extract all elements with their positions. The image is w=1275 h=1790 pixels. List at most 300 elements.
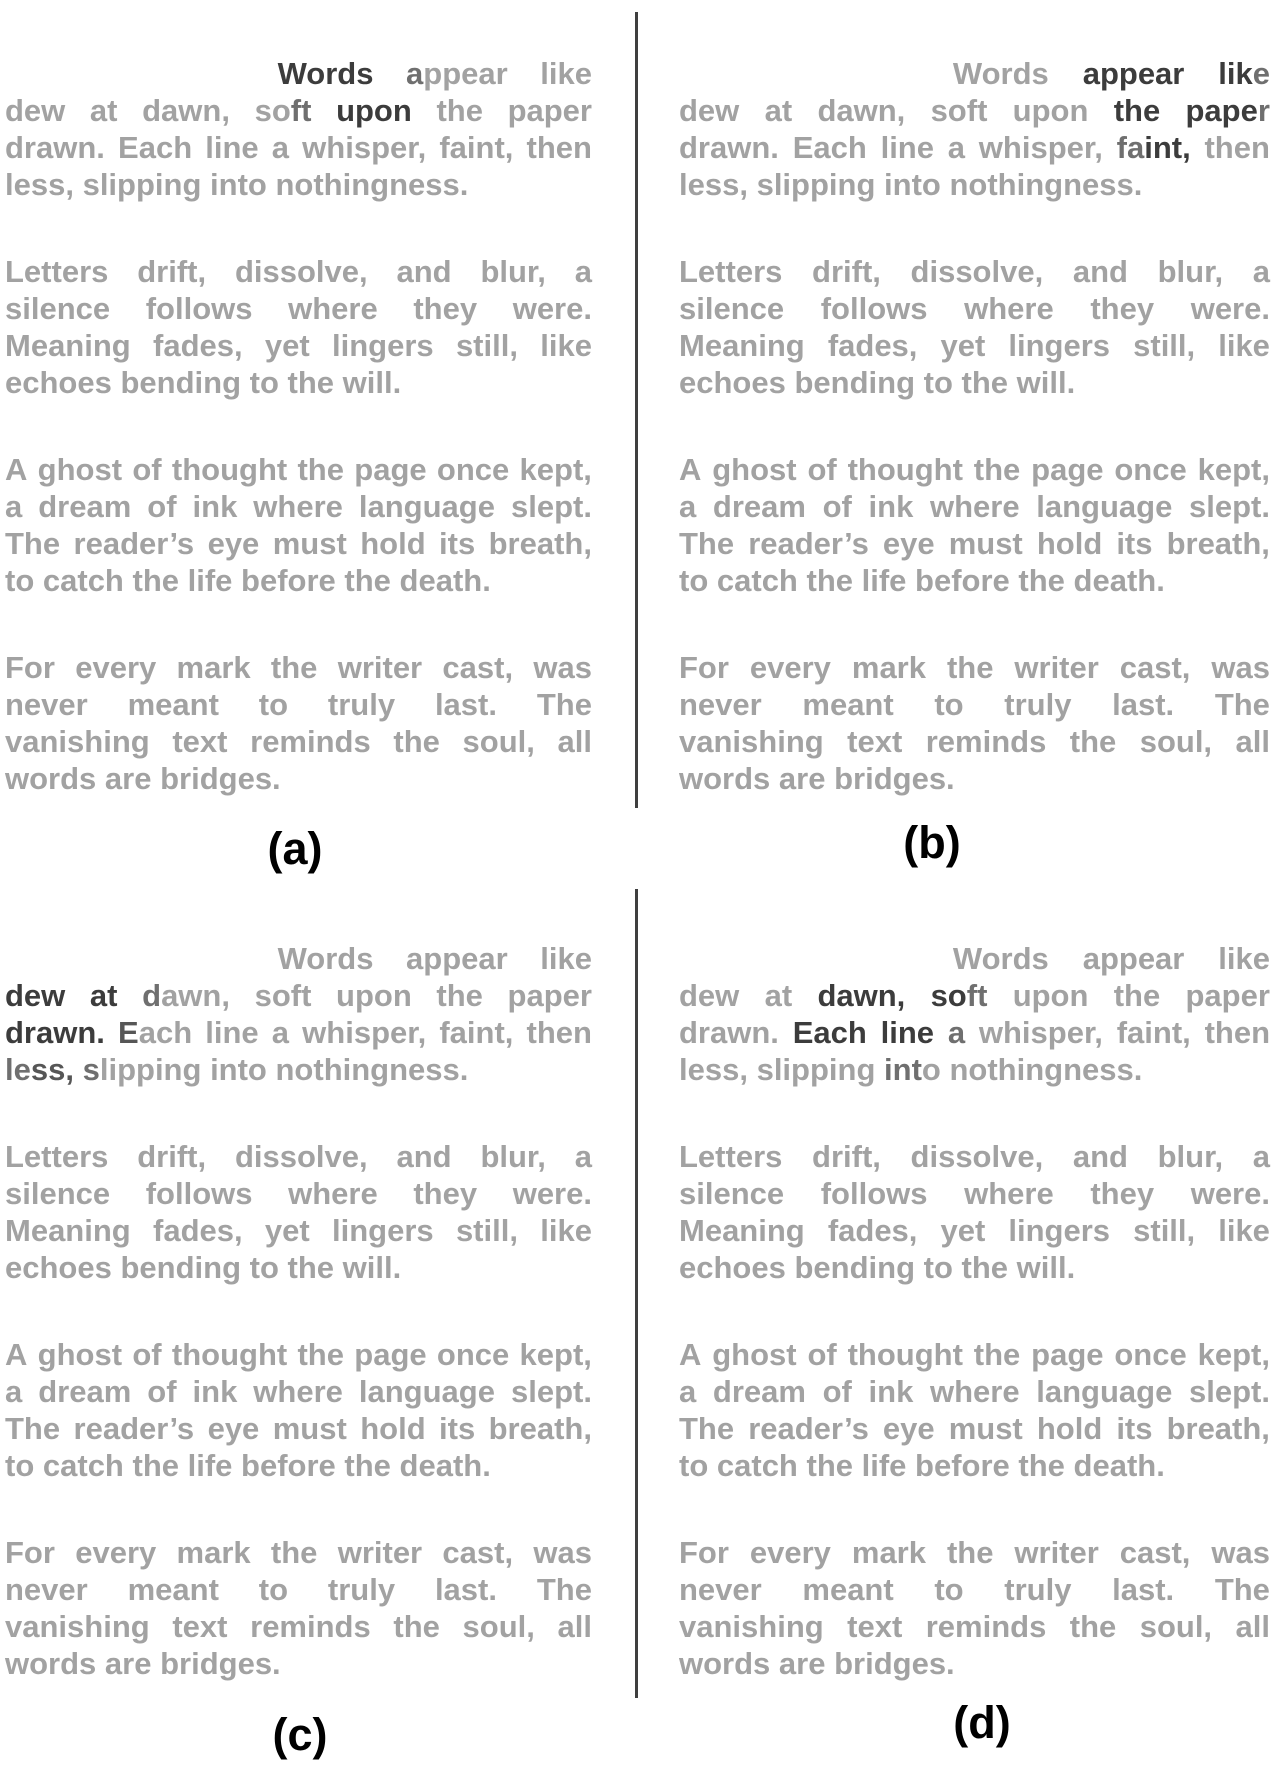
- text-segment: once: [436, 452, 510, 487]
- text-word: [1185, 92, 1269, 129]
- text-segment: language: [358, 1374, 495, 1409]
- text-segment: will.: [1016, 365, 1076, 400]
- text-word: [489, 525, 592, 562]
- text-segment: of: [147, 489, 177, 524]
- text-segment: fa: [1116, 130, 1145, 165]
- text-segment: the: [344, 1448, 391, 1483]
- text-word: [338, 649, 422, 686]
- text-segment: thought: [171, 1337, 288, 1372]
- text-segment: The: [536, 1572, 592, 1607]
- text-word: [439, 1014, 513, 1051]
- text-segment: Letters: [679, 1139, 783, 1174]
- text-word: [679, 365, 786, 400]
- text-segment: will.: [1016, 1250, 1076, 1285]
- text-segment: For: [5, 650, 55, 685]
- text-segment: upon: [1012, 978, 1089, 1013]
- text-word: [5, 253, 108, 290]
- text-word: [1004, 686, 1071, 723]
- text-segment: Letters: [5, 254, 109, 289]
- text-line: [5, 1608, 592, 1645]
- text-segment: where: [964, 1176, 1054, 1211]
- text-segment: then: [1204, 130, 1270, 165]
- text-word: [413, 290, 477, 327]
- text-segment: the: [393, 1609, 440, 1644]
- text-word: [442, 649, 513, 686]
- text-word: [817, 977, 905, 1014]
- text-segment: ghost: [37, 452, 123, 487]
- text-segment: Meaning: [679, 1213, 805, 1248]
- text-segment: echoes: [5, 365, 112, 400]
- text-word: [924, 365, 953, 400]
- text-segment: like: [540, 328, 592, 363]
- text-word: [241, 563, 336, 598]
- text-segment: are: [778, 1646, 826, 1681]
- text-word: [748, 525, 869, 562]
- text-segment: drawn.: [5, 130, 105, 165]
- text-segment: Words: [277, 56, 374, 91]
- text-word: [883, 1410, 935, 1447]
- text-word: [5, 488, 22, 525]
- text-segment: bending: [120, 365, 242, 400]
- text-word: [934, 1571, 963, 1608]
- text-segment: reminds: [925, 1609, 1047, 1644]
- text-line: [679, 760, 1270, 797]
- stanza: [5, 1336, 592, 1484]
- text-segment: the: [436, 978, 483, 1013]
- text-line: [5, 1447, 592, 1484]
- text-word: [679, 1410, 734, 1447]
- text-segment: fades,: [827, 328, 918, 363]
- text-segment: dawn,: [142, 93, 230, 128]
- text-word: [1189, 488, 1270, 525]
- text-word: [5, 1448, 34, 1483]
- text-segment: drawn.: [679, 1015, 779, 1050]
- text-word: [288, 290, 378, 327]
- text-segment: silence: [5, 1176, 111, 1211]
- text-word: [193, 488, 238, 525]
- text-line: [679, 129, 1270, 166]
- panel-label-c: (c): [272, 1709, 328, 1760]
- text-segment: lingers: [1008, 328, 1111, 363]
- text-word: [5, 129, 105, 166]
- text-word: [1218, 940, 1270, 977]
- stanza: [5, 1138, 592, 1286]
- text-segment: are: [778, 761, 826, 796]
- text-word: [881, 129, 934, 166]
- text-segment: a: [574, 1139, 592, 1174]
- text-segment: a: [5, 1374, 23, 1409]
- text-line: [679, 1608, 1270, 1645]
- text-word: [5, 723, 150, 760]
- text-segment: cast,: [442, 1535, 514, 1570]
- text-segment: reader’s: [73, 526, 195, 561]
- text-word: [533, 1534, 592, 1571]
- text-word: [118, 129, 192, 166]
- text-segment: line: [205, 130, 259, 165]
- text-segment: to: [5, 563, 35, 598]
- text-segment: paper: [507, 978, 592, 1013]
- text-word: [132, 1336, 161, 1373]
- text-segment: like: [540, 1213, 592, 1248]
- text-word: [1074, 1448, 1165, 1483]
- text-segment: fades,: [153, 328, 243, 363]
- text-segment: a: [5, 489, 23, 524]
- text-segment: appear: [1082, 941, 1185, 976]
- text-segment: into: [210, 1052, 267, 1087]
- text-line: [679, 1014, 1270, 1051]
- text-line: [5, 1645, 592, 1682]
- text-segment: every: [75, 650, 157, 685]
- text-segment: the: [973, 452, 1021, 487]
- text-word: [884, 1052, 941, 1087]
- panel-b: [679, 55, 1270, 797]
- text-segment: For: [679, 650, 729, 685]
- text-word: [1167, 525, 1270, 562]
- text-segment: blur,: [1157, 1139, 1224, 1174]
- text-line: [5, 1014, 592, 1051]
- text-word: [750, 1534, 831, 1571]
- text-segment: appear: [406, 941, 508, 976]
- text-line: [5, 562, 592, 599]
- text-word: [1037, 525, 1102, 562]
- text-word: [884, 167, 941, 202]
- text-word: [90, 977, 118, 1014]
- text-word: [128, 686, 219, 723]
- text-word: [1004, 1571, 1071, 1608]
- text-segment: nothingness.: [275, 167, 469, 202]
- text-segment: silence: [679, 291, 785, 326]
- text-segment: text: [847, 724, 903, 759]
- text-word: [979, 1014, 1103, 1051]
- stanza: [5, 451, 592, 599]
- text-segment: thought: [847, 1337, 963, 1372]
- text-segment: into: [884, 167, 941, 202]
- text-word: [1120, 649, 1191, 686]
- text-word: [1017, 365, 1076, 400]
- text-segment: fades,: [153, 1213, 243, 1248]
- text-word: [1117, 129, 1191, 166]
- text-segment: and: [1072, 254, 1128, 289]
- text-word: [172, 1608, 227, 1645]
- text-word: [948, 129, 965, 166]
- indent-spacer: [5, 940, 245, 941]
- text-segment: faint,: [1116, 1015, 1191, 1050]
- text-segment: before: [915, 563, 1010, 598]
- text-segment: slipping: [756, 1052, 876, 1087]
- text-segment: life: [861, 563, 907, 598]
- text-word: [288, 365, 335, 400]
- text-word: [941, 327, 986, 364]
- text-word: [75, 1534, 156, 1571]
- text-segment: text: [172, 1609, 228, 1644]
- text-word: [948, 1014, 965, 1051]
- text-word: [679, 92, 739, 129]
- text-word: [142, 92, 230, 129]
- text-segment: faint,: [439, 1015, 514, 1050]
- text-segment: like: [1218, 941, 1270, 976]
- text-word: [926, 723, 1047, 760]
- text-segment: follows: [145, 1176, 253, 1211]
- text-word: [883, 525, 935, 562]
- text-word: [360, 525, 425, 562]
- text-word: [1036, 488, 1172, 525]
- text-word: [250, 365, 279, 400]
- panel-label-d: (d): [953, 1697, 1011, 1748]
- text-segment: once: [1114, 452, 1187, 487]
- text-segment: cast,: [1119, 1535, 1191, 1570]
- text-word: [748, 1410, 869, 1447]
- text-segment: dawn,: [817, 978, 906, 1013]
- text-segment: paper: [507, 93, 592, 128]
- text-segment: the: [961, 365, 1009, 400]
- text-word: [679, 1336, 701, 1373]
- text-word: [5, 1138, 108, 1175]
- text-word: [974, 451, 1021, 488]
- stanza: [5, 649, 592, 797]
- text-segment: lingers: [332, 1213, 434, 1248]
- text-word: [812, 253, 881, 290]
- text-word: [188, 1448, 233, 1483]
- text-segment: soul,: [1139, 724, 1213, 759]
- text-word: [852, 649, 926, 686]
- text-word: [259, 1571, 288, 1608]
- text-word: [1211, 1534, 1270, 1571]
- text-word: [1114, 92, 1161, 129]
- text-segment: the: [297, 1337, 344, 1372]
- text-segment: still,: [1133, 328, 1196, 363]
- text-word: [679, 1608, 824, 1645]
- text-segment: dawn,: [817, 93, 906, 128]
- text-word: [949, 1410, 1023, 1447]
- text-word: [241, 1448, 336, 1483]
- text-word: [38, 451, 122, 488]
- text-word: [1158, 253, 1223, 290]
- text-word: [915, 1448, 1010, 1483]
- text-segment: the: [961, 1250, 1009, 1285]
- stanza: [5, 940, 592, 1088]
- text-segment: yet: [940, 328, 986, 363]
- text-word: [1074, 563, 1165, 598]
- text-segment: last.: [1112, 1572, 1175, 1607]
- text-segment: writer: [337, 1535, 423, 1570]
- text-segment: truly: [327, 687, 396, 722]
- text-word: [1140, 723, 1212, 760]
- text-word: [297, 451, 344, 488]
- text-word: [520, 451, 592, 488]
- text-word: [205, 1014, 258, 1051]
- text-segment: page: [1031, 452, 1104, 487]
- panel-label-a: (a): [267, 823, 323, 874]
- text-line: [5, 649, 592, 686]
- text-segment: where: [964, 291, 1054, 326]
- text-segment: truly: [327, 1572, 396, 1607]
- text-word: [5, 1175, 110, 1212]
- vertical-divider-bottom: [635, 889, 638, 1698]
- text-segment: int: [884, 1052, 922, 1087]
- text-segment: d: [142, 978, 162, 1013]
- text-word: [947, 649, 994, 686]
- text-word: [869, 488, 914, 525]
- text-segment: mark: [176, 650, 251, 685]
- stanza: [679, 451, 1270, 599]
- text-word: [105, 761, 152, 796]
- text-word: [406, 55, 508, 92]
- text-segment: Words: [952, 56, 1049, 91]
- text-line: [679, 1051, 1270, 1088]
- text-word: [160, 761, 281, 796]
- text-segment: echoes: [679, 1250, 786, 1285]
- text-segment: s: [82, 1052, 100, 1087]
- text-word: [5, 1250, 112, 1285]
- text-segment: of: [822, 1374, 852, 1409]
- text-segment: the: [1069, 1609, 1117, 1644]
- text-word: [5, 327, 131, 364]
- text-word: [435, 686, 497, 723]
- text-segment: of: [807, 1337, 837, 1372]
- text-segment: life: [187, 1448, 233, 1483]
- text-segment: page: [354, 452, 427, 487]
- text-word: [210, 1052, 267, 1087]
- text-word: [1218, 55, 1270, 92]
- text-segment: Words: [277, 941, 374, 976]
- text-segment: to: [679, 1448, 709, 1483]
- text-segment: the: [270, 650, 318, 685]
- text-line: [679, 686, 1270, 723]
- text-word: [5, 977, 65, 1014]
- text-word: [575, 1138, 592, 1175]
- text-segment: appear: [1082, 56, 1185, 91]
- text-word: [1018, 563, 1065, 598]
- text-segment: thought: [847, 452, 963, 487]
- text-segment: lik: [1218, 56, 1253, 91]
- text-segment: Meaning: [5, 1213, 131, 1248]
- text-segment: language: [1036, 489, 1173, 524]
- text-word: [679, 451, 701, 488]
- text-segment: Each: [792, 130, 867, 165]
- text-line: [5, 1249, 592, 1286]
- text-word: [1018, 1448, 1065, 1483]
- text-word: [172, 723, 227, 760]
- text-segment: ghost: [712, 1337, 797, 1372]
- text-word: [271, 649, 318, 686]
- text-segment: the: [946, 1535, 994, 1570]
- text-segment: will.: [342, 1250, 402, 1285]
- text-segment: dissolve,: [234, 1139, 368, 1174]
- text-segment: reminds: [925, 724, 1047, 759]
- text-line: [5, 686, 592, 723]
- text-segment: cast,: [1119, 650, 1191, 685]
- text-segment: must: [272, 1411, 347, 1446]
- text-segment: breath,: [1166, 526, 1270, 561]
- text-word: [439, 1410, 475, 1447]
- text-word: [354, 451, 426, 488]
- text-word: [275, 167, 468, 202]
- text-line: [679, 649, 1270, 686]
- text-segment: then: [1204, 1015, 1270, 1050]
- text-word: [847, 1608, 902, 1645]
- text-segment: A: [5, 1337, 28, 1372]
- text-word: [847, 723, 902, 760]
- text-word: [1112, 686, 1174, 723]
- text-word: [360, 1410, 425, 1447]
- text-segment: less,: [679, 167, 748, 202]
- text-word: [1114, 977, 1161, 1014]
- text-segment: a: [271, 1015, 290, 1050]
- text-line: [5, 290, 592, 327]
- text-segment: mark: [176, 1535, 251, 1570]
- text-segment: every: [749, 650, 831, 685]
- text-segment: nothingness.: [949, 167, 1143, 202]
- text-word: [750, 649, 831, 686]
- text-segment: silence: [5, 291, 111, 326]
- text-segment: kept,: [519, 452, 592, 487]
- text-segment: hold: [1036, 526, 1103, 561]
- stanza: [679, 55, 1270, 203]
- text-word: [74, 525, 195, 562]
- text-segment: to: [249, 365, 279, 400]
- text-segment: the: [973, 1337, 1021, 1372]
- text-word: [332, 327, 434, 364]
- text-segment: ghost: [712, 452, 797, 487]
- text-segment: words: [679, 1646, 771, 1681]
- text-word: [537, 1571, 592, 1608]
- text-segment: every: [749, 1535, 831, 1570]
- text-word: [821, 1175, 928, 1212]
- text-word: [1031, 1336, 1103, 1373]
- text-segment: bridges.: [834, 1646, 955, 1681]
- text-word: [1116, 525, 1152, 562]
- text-word: [962, 1250, 1009, 1285]
- text-segment: blur,: [480, 1139, 546, 1174]
- text-word: [1158, 1138, 1223, 1175]
- text-segment: like: [540, 941, 592, 976]
- text-segment: at: [89, 978, 118, 1013]
- text-word: [172, 1336, 287, 1373]
- text-word: [802, 686, 893, 723]
- text-word: [1133, 1212, 1195, 1249]
- text-segment: the: [297, 452, 344, 487]
- text-segment: was: [1211, 650, 1270, 685]
- text-segment: Meaning: [5, 328, 131, 363]
- text-word: [278, 940, 374, 977]
- text-segment: writer: [1014, 650, 1099, 685]
- text-segment: soft: [254, 978, 312, 1013]
- text-word: [343, 1250, 402, 1285]
- text-line: [679, 1336, 1270, 1373]
- text-line: [679, 723, 1270, 760]
- text-segment: like: [540, 56, 592, 91]
- text-line: [679, 940, 1270, 977]
- text-segment: line: [880, 1015, 935, 1050]
- text-segment: bridges.: [160, 1646, 281, 1681]
- text-word: [255, 977, 312, 1014]
- text-word: [118, 1014, 192, 1051]
- text-word: [133, 1448, 180, 1483]
- stanza: [679, 1138, 1270, 1286]
- text-segment: truly: [1004, 687, 1072, 722]
- text-segment: of: [132, 1337, 162, 1372]
- text-word: [137, 253, 206, 290]
- text-segment: text: [847, 1609, 903, 1644]
- text-word: [852, 1534, 926, 1571]
- text-segment: are: [104, 761, 152, 796]
- text-segment: vanishing: [679, 1609, 824, 1644]
- text-segment: whisper,: [978, 130, 1103, 165]
- text-word: [881, 1014, 934, 1051]
- text-segment: are: [104, 1646, 152, 1681]
- text-segment: ink: [868, 489, 914, 524]
- text-segment: the: [270, 1535, 318, 1570]
